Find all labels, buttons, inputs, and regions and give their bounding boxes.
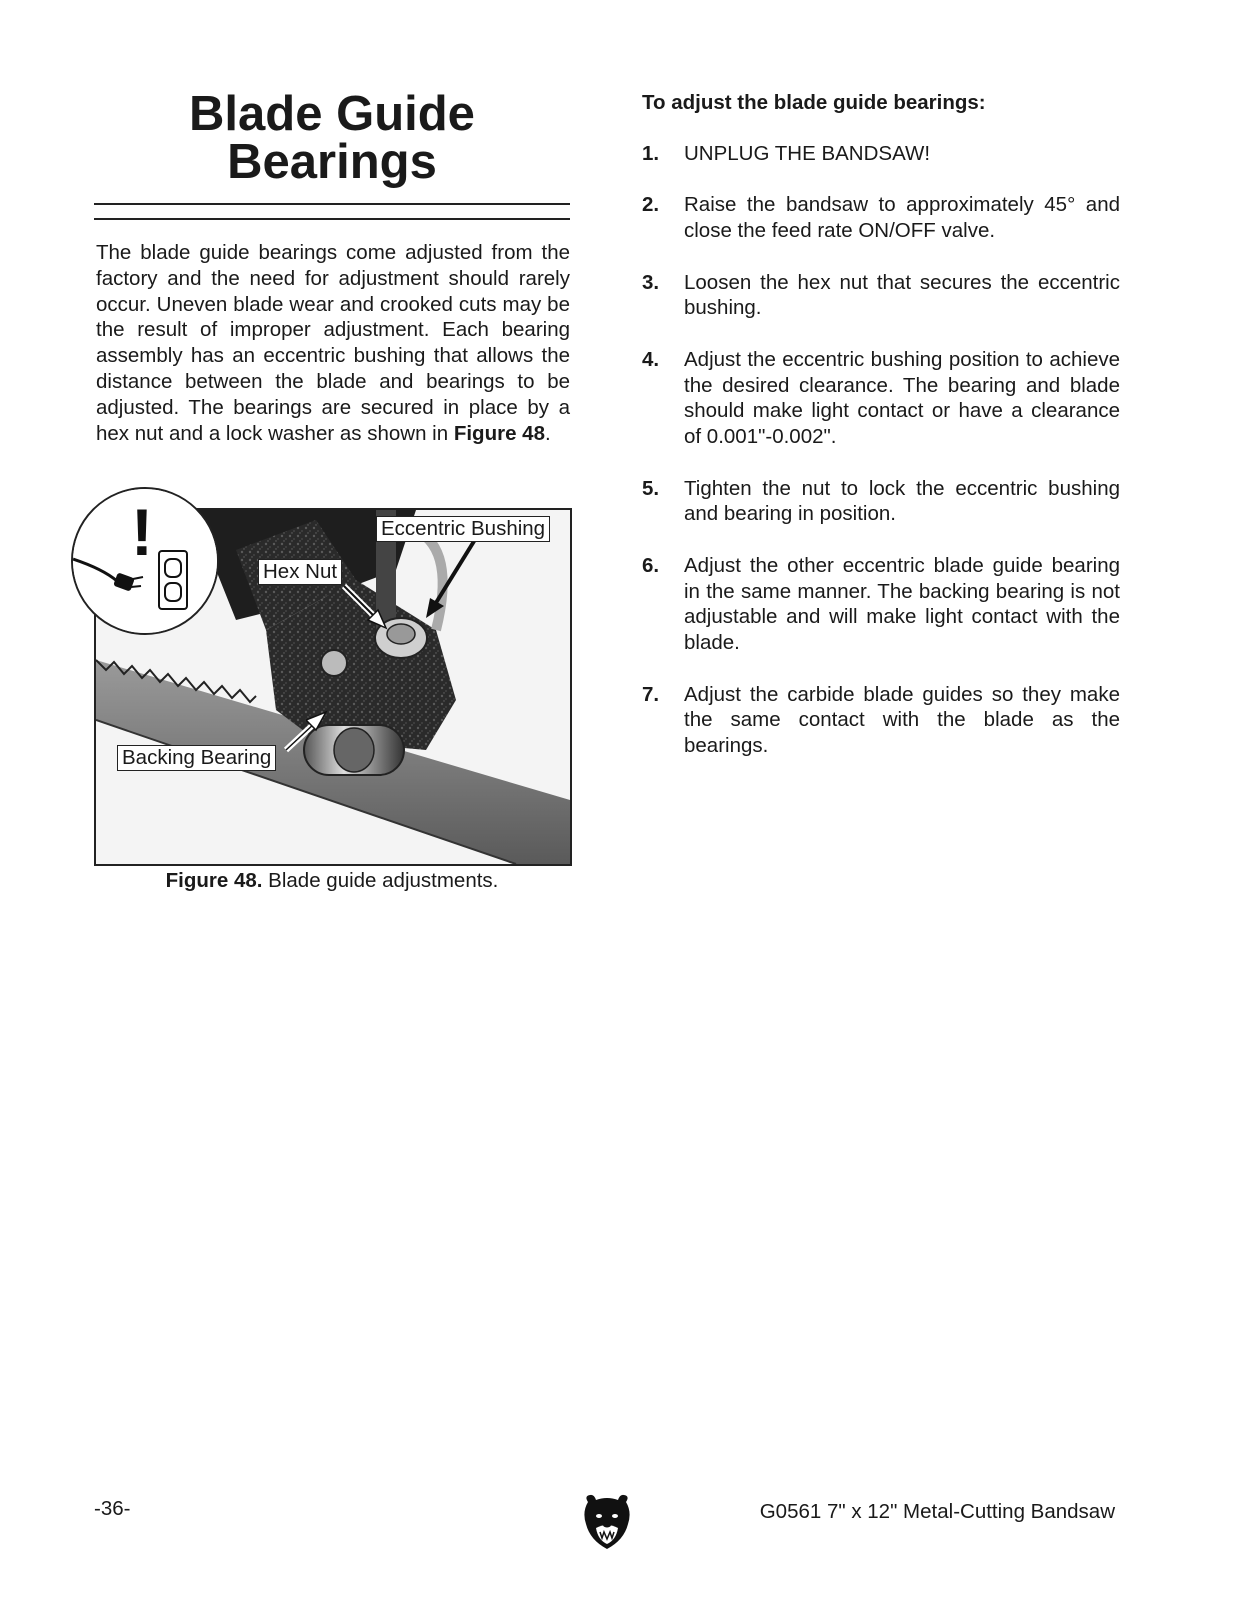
step-number-period: . <box>653 682 660 706</box>
step-number-digit: 7 <box>642 682 654 706</box>
step-number <box>642 682 659 708</box>
step-3 <box>642 270 1120 322</box>
step-number: 6. <box>642 553 660 577</box>
step-number: 2. <box>642 193 660 217</box>
step-number: 4. <box>642 347 660 371</box>
plug-outlet-icon <box>73 489 217 633</box>
step-7 <box>642 682 1120 759</box>
page-number: -36- <box>94 1497 131 1520</box>
step-number: 5. <box>642 476 660 500</box>
intro-end: . <box>544 421 551 445</box>
step-5 <box>642 476 1120 528</box>
title-line-2: Bearings <box>227 135 437 189</box>
step-text: UNPLUG THE BANDSAW! <box>684 142 931 165</box>
intro-paragraph <box>96 240 570 446</box>
step-text: Loosen the hex nut that secures the eccentric bushing. <box>684 270 1120 320</box>
step-text: Raise the bandsaw to approximately 45° and close the feed rate ON/OFF valve. <box>684 193 1120 243</box>
warning-exclamation: ! <box>131 495 153 569</box>
step-2 <box>642 192 1120 244</box>
section-title <box>94 87 570 189</box>
procedure-steps <box>642 141 1120 785</box>
callout-hex-nut: Hex Nut <box>258 559 342 585</box>
callout-eccentric-bushing: Eccentric Bushing <box>376 516 550 542</box>
model-name: G0561 7" x 12" Metal-Cutting Bandsaw <box>759 1500 1115 1523</box>
step-text: Adjust the other eccentric blade guide bearing in the same manner. The backing bearing is not adjustable and will make light contact with the blade. <box>684 553 1120 655</box>
callout-backing-bearing: Backing Bearing <box>117 745 276 771</box>
unplug-warning-icon <box>71 487 219 635</box>
step-text: Tighten the nut to lock the eccentric bushing and bearing in position. <box>684 476 1120 526</box>
caption-label: Figure 48. <box>165 869 263 892</box>
title-rule-top <box>94 203 570 205</box>
step-4 <box>642 347 1120 450</box>
figure-caption <box>94 868 570 894</box>
step-1 <box>642 141 1120 167</box>
caption-text: Blade guide adjustments. <box>262 869 499 892</box>
figure-reference: Figure 48 <box>453 421 545 445</box>
step-text: Adjust the eccentric bushing position to achieve the desired clearance. The bearing and blade should make light contact or have a clearance of 0.001"-0.002". <box>684 347 1120 449</box>
title-rule-bottom <box>94 218 570 220</box>
step-number: 1. <box>642 142 660 165</box>
procedure-heading: To adjust the blade guide bearings: <box>642 91 986 114</box>
intro-text: The blade guide bearings come adjusted from the factory and the need for adjustment should rarely occur. Uneven blade wear and crooked cuts may be the result of improper adjustment. Each bearing assembly has an eccentric bushing that allows the distance between the blade and bearings to be adjusted. The bearings are secured in place by a hex nut and a lock washer as shown in <box>96 241 570 445</box>
title-line-1: Blade Guide <box>189 87 475 141</box>
step-text: Adjust the carbide blade guides so they make the same contact with the blade as the bearings. <box>684 682 1120 758</box>
step-number: 3. <box>642 270 660 294</box>
step-6 <box>642 553 1120 656</box>
bear-head-logo-icon <box>582 1494 632 1550</box>
